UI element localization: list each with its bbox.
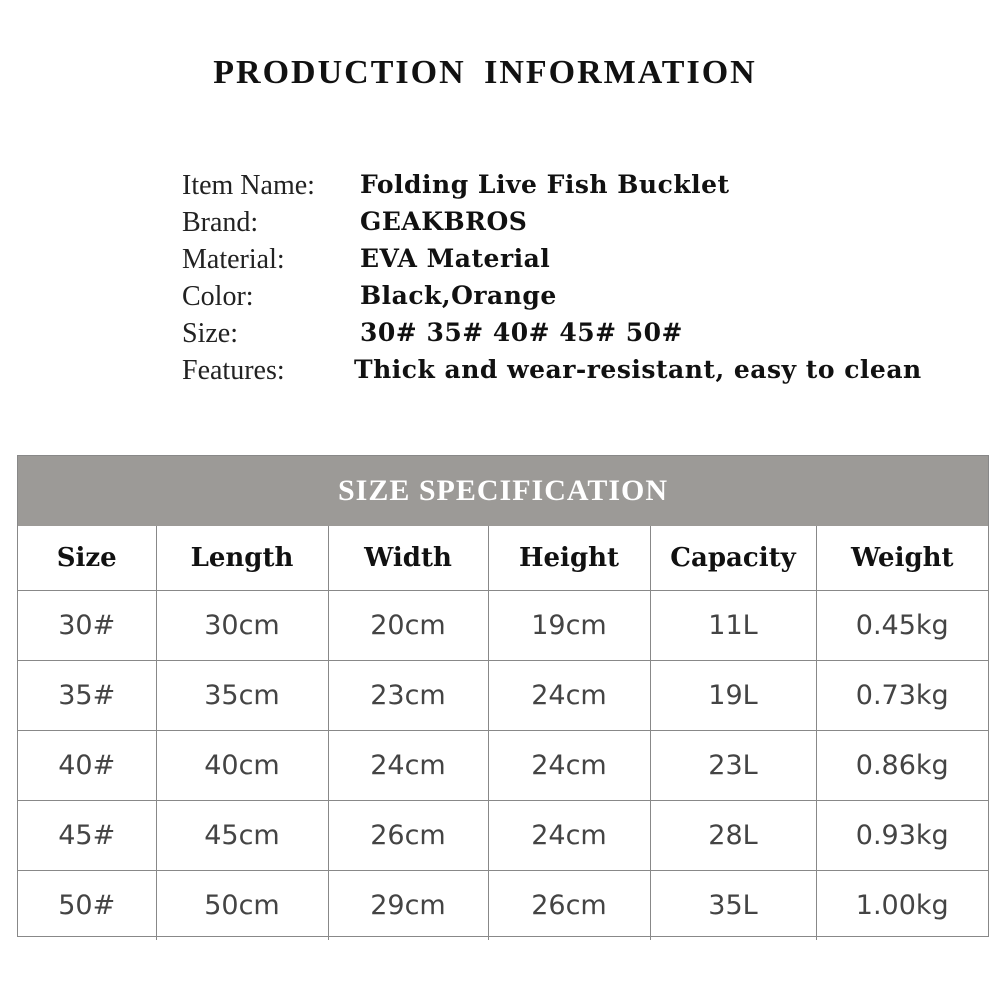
info-value: Black,Orange <box>360 281 557 310</box>
info-label: Color: <box>182 281 254 312</box>
cell-weight: 1.00kg <box>816 871 988 941</box>
cell-length: 50cm <box>156 871 328 941</box>
cell-width: 20cm <box>328 591 488 661</box>
info-label: Size: <box>182 318 238 349</box>
cell-width: 23cm <box>328 661 488 731</box>
info-label: Features: <box>182 355 285 386</box>
column-header-length: Length <box>156 526 328 591</box>
cell-height: 24cm <box>488 731 650 801</box>
size-specification-header: SIZE SPECIFICATION <box>18 456 988 526</box>
cell-weight: 0.86kg <box>816 731 988 801</box>
cell-capacity: 35L <box>650 871 816 941</box>
cell-weight: 0.45kg <box>816 591 988 661</box>
cell-capacity: 19L <box>650 661 816 731</box>
cell-height: 24cm <box>488 661 650 731</box>
table-row <box>18 871 988 941</box>
cell-capacity: 11L <box>650 591 816 661</box>
cell-weight: 0.93kg <box>816 801 988 871</box>
cell-height: 24cm <box>488 801 650 871</box>
table-row <box>18 801 988 871</box>
cell-size: 30# <box>18 591 156 661</box>
cell-size: 45# <box>18 801 156 871</box>
info-row-material <box>182 244 962 281</box>
column-header-capacity: Capacity <box>650 526 816 591</box>
spec-table <box>18 526 988 940</box>
info-row-color <box>182 281 962 318</box>
column-header-width: Width <box>328 526 488 591</box>
info-value: 30# 35# 40# 45# 50# <box>360 318 684 347</box>
column-header-weight: Weight <box>816 526 988 591</box>
product-info <box>182 170 962 392</box>
cell-width: 24cm <box>328 731 488 801</box>
cell-size: 40# <box>18 731 156 801</box>
info-value: GEAKBROS <box>360 207 528 236</box>
column-header-size: Size <box>18 526 156 591</box>
info-row-features <box>182 355 962 392</box>
info-value: Folding Live Fish Bucklet <box>360 170 730 199</box>
cell-width: 26cm <box>328 801 488 871</box>
info-row-brand <box>182 207 962 244</box>
table-header-row <box>18 526 988 591</box>
cell-width: 29cm <box>328 871 488 941</box>
table-row <box>18 731 988 801</box>
info-row-item-name <box>182 170 962 207</box>
cell-capacity: 23L <box>650 731 816 801</box>
info-label: Material: <box>182 244 285 275</box>
cell-height: 19cm <box>488 591 650 661</box>
cell-length: 30cm <box>156 591 328 661</box>
table-row <box>18 591 988 661</box>
page-title: PRODUCTION INFORMATION <box>213 54 757 91</box>
cell-height: 26cm <box>488 871 650 941</box>
size-specification-table <box>17 455 989 937</box>
cell-size: 35# <box>18 661 156 731</box>
cell-length: 45cm <box>156 801 328 871</box>
column-header-height: Height <box>488 526 650 591</box>
info-label: Item Name: <box>182 170 315 201</box>
cell-length: 35cm <box>156 661 328 731</box>
info-value: EVA Material <box>360 244 551 273</box>
cell-length: 40cm <box>156 731 328 801</box>
info-label: Brand: <box>182 207 259 238</box>
info-value: Thick and wear-resistant, easy to clean <box>354 355 922 384</box>
cell-weight: 0.73kg <box>816 661 988 731</box>
cell-capacity: 28L <box>650 801 816 871</box>
table-row <box>18 661 988 731</box>
info-row-size <box>182 318 962 355</box>
cell-size: 50# <box>18 871 156 941</box>
